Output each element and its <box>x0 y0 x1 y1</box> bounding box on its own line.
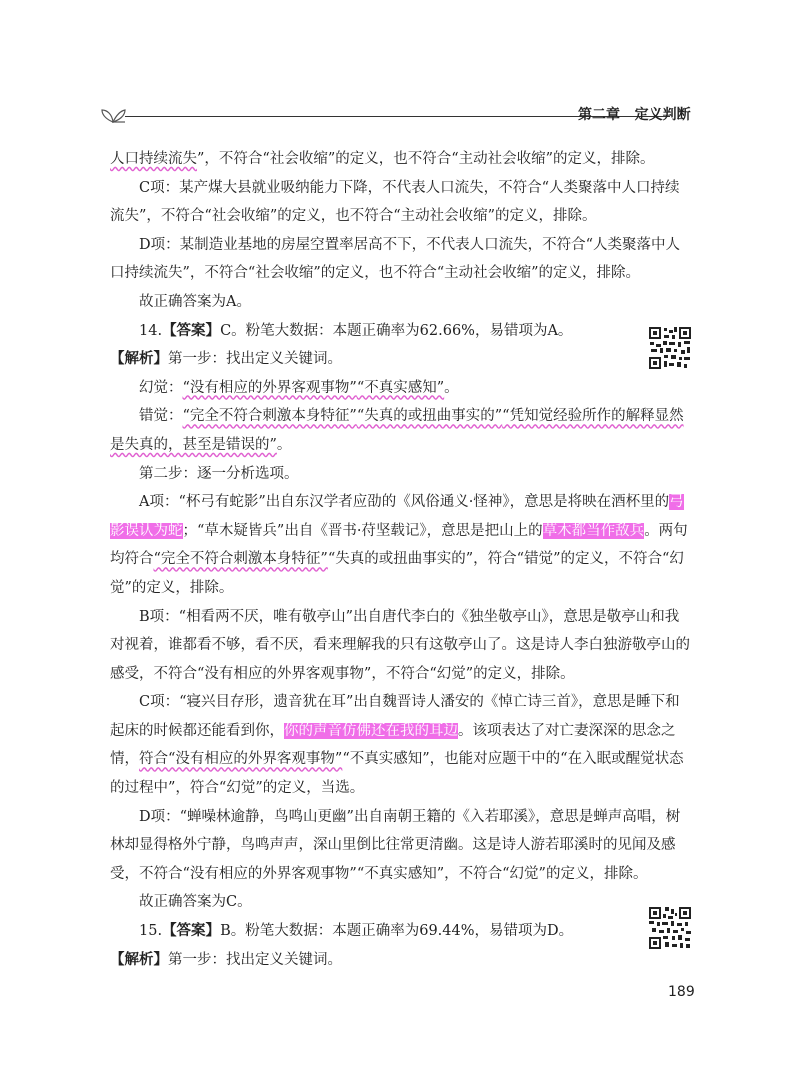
page-header <box>0 96 800 136</box>
qr-code-icon[interactable] <box>648 906 692 950</box>
highlight: 草木都当作敌兵 <box>542 522 645 539</box>
leaf-icon <box>98 102 128 126</box>
illusion-keywords: 幻觉：“没有相应的外界客观事物”“不真实感知”。 <box>139 379 459 396</box>
section-title: 定义判断 <box>634 107 691 123</box>
paragraph-option-d-q13: D项：某制造业基地的房屋空置率居高不下，不代表人口流失，不符合“人类聚落中人口持续流失”，不符合“社会收缩”的定义，也不符合“主动社会收缩”的定义，排除。 <box>110 236 681 282</box>
answer-line-q13: 故正确答案为A。 <box>139 293 251 310</box>
step-two: 第二步：逐一分析选项。 <box>139 465 299 482</box>
question-14-answer: 14.【答案】C。粉笔大数据：本题正确率为62.66%，易错项为A。 <box>139 321 573 339</box>
paragraph-option-c: C项：“寝兴目存形，遗音犹在耳”出自魏晋诗人潘安的《悼亡诗三首》，意思是睡下和起床的时候都还能看到你，你的声音仿佛还在我的耳边。该项表达了对亡妻深深的思念之情，符合“没有相应的外界客观事物”“不真实感知”，也能对应题干中的“在入眠或醒觉状态的过程中”，符合“幻觉”的定义，当选。 <box>110 694 684 797</box>
paragraph-option-c-q13: C项：某产煤大县就业吸纳能力下降，不代表人口流失，不符合“人类聚落中人口持续流失”，不符合“社会收缩”的定义，也不符合“主动社会收缩”的定义，排除。 <box>110 179 680 225</box>
chapter-number: 第二章 <box>578 107 620 123</box>
qr-code-icon[interactable] <box>648 326 692 370</box>
answer-line-q14: 故正确答案为C。 <box>139 894 252 911</box>
chapter-title <box>578 104 691 124</box>
underlined-text: 人口持续流失 <box>110 151 197 167</box>
paragraph-option-d: D项：“蝉噪林逾静，鸟鸣山更幽”出自南朝王籍的《入若耶溪》，意思是蝉声高唱，树林却显得格外宁静，鸟鸣声声，深山里倒比往常更清幽。这是诗人游若耶溪时的见闻及感受，不符合“没有相应的外界客观事物”“不真实感知”，不符合“幻觉”的定义，排除。 <box>110 808 681 882</box>
paragraph-option-a: A项：“杯弓有蛇影”出自东汉学者应劭的《风俗通义·怪神》，意思是将映在酒杯里的弓影误认为蛇；“草木疑皆兵”出自《晋书·苻坚载记》，意思是把山上的草木都当作敌兵。两句均符合“完全不符合刺激本身特征”“失真的或扭曲事实的”，符合“错觉”的定义，不符合“幻觉”的定义，排除。 <box>110 494 688 596</box>
question-15-analysis: 【解析】第一步：找出定义关键词。 <box>110 950 342 968</box>
page-content <box>110 145 690 974</box>
paragraph-option-b: B项：“相看两不厌，唯有敬亭山”出自唐代李白的《独坐敬亭山》，意思是敬亭山和我对视着，谁都看不够，看不厌，看来理解我的只有这敬亭山了。这是诗人李白独游敬亭山的感受，不符合“没有相应的外界客观事物”，不符合“幻觉”的定义，排除。 <box>110 608 690 682</box>
question-15-answer: 15.【答案】B。粉笔大数据：本题正确率为69.44%，易错项为D。 <box>139 922 574 940</box>
page-number: 189 <box>668 984 695 1000</box>
highlight: 弓影误认为蛇 <box>110 494 684 539</box>
highlight: 你的声音仿佛还在我的耳边 <box>284 722 458 739</box>
paragraph: 人口持续流失”，不符合“社会收缩”的定义，也不符合“主动社会收缩”的定义，排除。 <box>110 151 655 167</box>
question-14-analysis: 【解析】第一步：找出定义关键词。 <box>110 350 342 368</box>
error-keywords: 错觉：“完全不符合刺激本身特征”“失真的或扭曲事实的”“凭知觉经验所作的解释显然是失真的，甚至是错误的”。 <box>110 408 684 453</box>
